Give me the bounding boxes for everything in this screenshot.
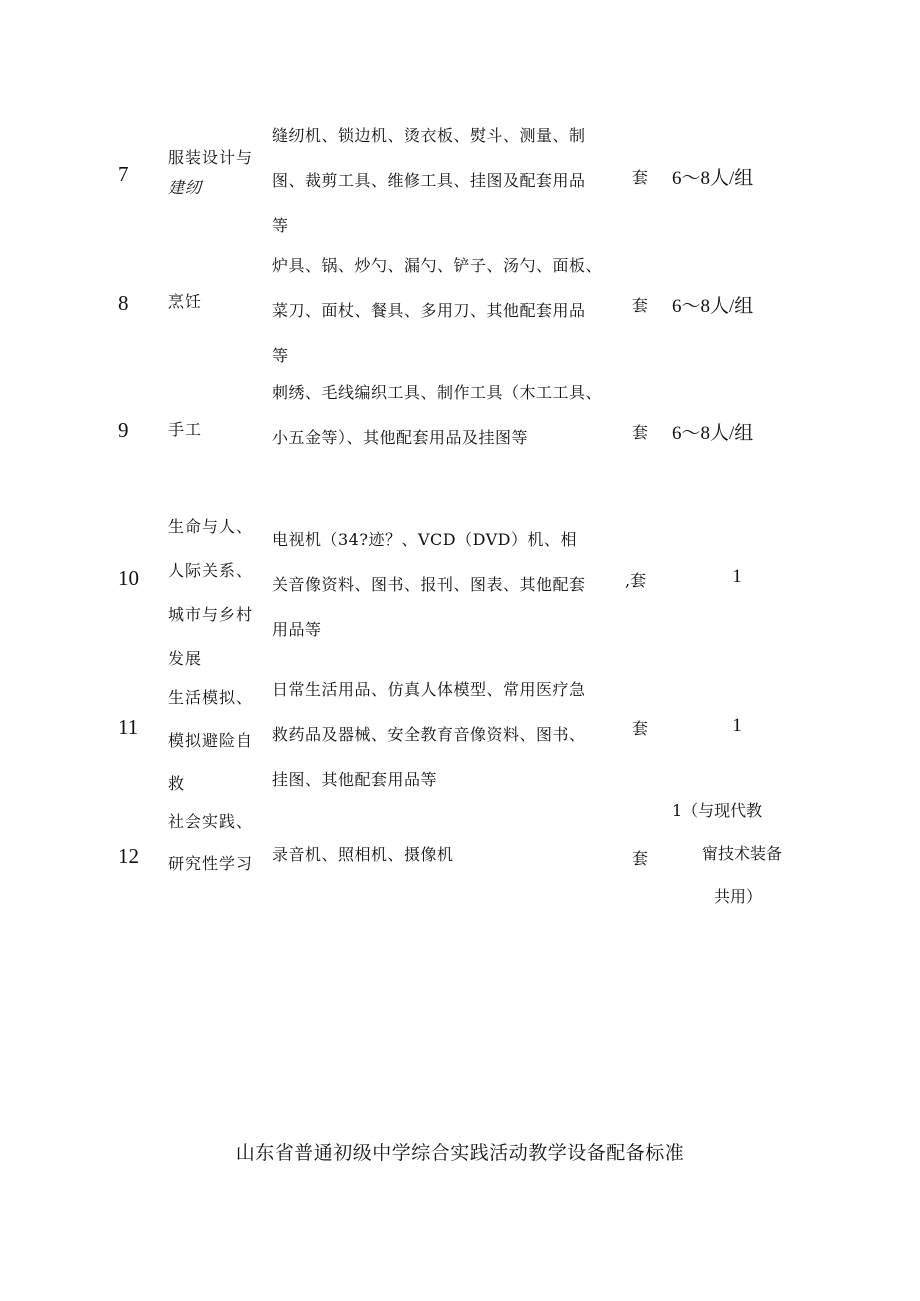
item-name-line: 生命与人、 <box>168 517 254 536</box>
item-unit: 套 <box>632 168 649 187</box>
content-line: 图、裁剪工具、维修工具、挂图及配套用品 <box>272 171 586 190</box>
item-content <box>272 667 632 802</box>
quantity-line: 1（与现代教 <box>672 801 763 820</box>
item-name-line: 建纫 <box>168 178 203 197</box>
item-quantity: 1 <box>732 715 742 736</box>
item-name-line: 救 <box>168 774 186 793</box>
content-line: 电视机（34?迹？、VCD（DVD）机、相 <box>272 530 577 549</box>
item-name-line: 模拟避险自 <box>168 731 254 750</box>
item-unit: 套 <box>632 423 649 442</box>
item-name-line: 烹饪 <box>168 292 203 311</box>
content-line: 关音像资料、图书、报刊、图表、其他配套 <box>272 575 586 594</box>
content-line: 炉具、锅、炒勺、漏勺、铲子、汤勺、面板、 <box>272 256 603 275</box>
row-number: 9 <box>118 418 129 442</box>
item-content <box>272 832 632 877</box>
content-line: 日常生活用品、仿真人体模型、常用医疗急 <box>272 680 586 699</box>
item-quantity: 6～8人/组 <box>672 168 754 189</box>
item-name-line: 服装设计与 <box>168 148 254 167</box>
item-quantity <box>672 789 792 918</box>
row-number: 8 <box>118 291 129 315</box>
item-name <box>168 415 263 445</box>
content-line: 缝纫机、锁边机、烫衣板、熨斗、测量、制 <box>272 126 586 145</box>
item-name <box>168 143 263 203</box>
item-unit: 套 <box>632 296 649 315</box>
item-quantity: 1 <box>732 566 742 587</box>
content-line: 小五金等）、其他配套用品及挂图等 <box>272 428 529 447</box>
content-line: 刺绣、毛线编织工具、制作工具（木工工具、 <box>272 383 603 402</box>
item-content <box>272 113 632 248</box>
row-number: 11 <box>118 715 139 739</box>
item-name-line: 研究性学习 <box>168 854 254 873</box>
content-line: 救药品及器械、安全教育音像资料、图书、 <box>272 725 586 744</box>
content-line: 录音机、照相机、摄像机 <box>272 845 454 864</box>
item-unit: 套 <box>632 849 649 868</box>
item-name-line: 城市与乡村 <box>168 605 254 624</box>
item-content <box>272 370 632 460</box>
item-name-line: 发展 <box>168 649 203 668</box>
item-name <box>168 801 263 885</box>
content-line: 用品等 <box>272 620 322 639</box>
item-quantity: 6～8人/组 <box>672 423 754 444</box>
item-name <box>168 287 263 317</box>
quantity-line: 共用） <box>714 887 763 906</box>
row-number: 7 <box>118 162 129 186</box>
item-content <box>272 243 632 378</box>
item-content <box>272 517 632 652</box>
item-unit: ,套 <box>625 571 647 590</box>
item-name-line: 生活模拟、 <box>168 688 254 707</box>
row-number: 10 <box>118 566 139 590</box>
quantity-line: 甯技术装备 <box>702 844 783 863</box>
item-name-line: 人际关系、 <box>168 561 254 580</box>
content-line: 等 <box>272 216 289 235</box>
item-name-line: 社会实践、 <box>168 812 254 831</box>
content-line: 等 <box>272 346 289 365</box>
item-name <box>168 505 263 681</box>
document-footer-title: 山东省普通初级中学综合实践活动教学设备配备标准 <box>235 1142 685 1164</box>
item-name-line: 手工 <box>168 420 203 439</box>
item-name <box>168 676 263 805</box>
row-number: 12 <box>118 844 139 868</box>
content-line: 挂图、其他配套用品等 <box>272 770 438 789</box>
item-quantity: 6～8人/组 <box>672 296 754 317</box>
content-line: 菜刀、面杖、餐具、多用刀、其他配套用品 <box>272 301 586 320</box>
item-unit: 套 <box>632 719 649 738</box>
